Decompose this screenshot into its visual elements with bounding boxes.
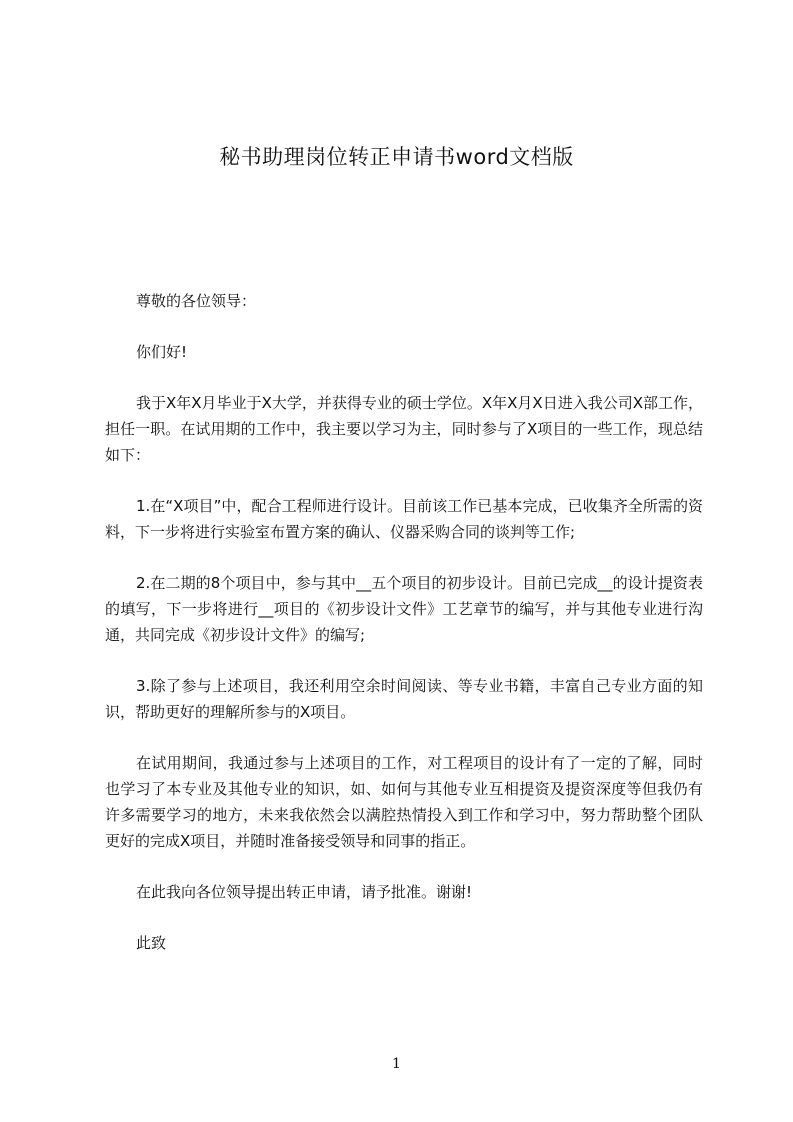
paragraph-intro: 我于X年X月毕业于X大学，并获得专业的硕士学位。X年X月X日进入我公司X部工作，担任一职。在试用期的工作中，我主要以学习为主，同时参与了X项目的一些工作，现总结如下：: [105, 394, 703, 464]
page-number: 1: [392, 1056, 401, 1072]
paragraph-item-2: 2.在二期的8个项目中，参与其中__五个项目的初步设计。目前已完成__的设计提资表的填写，下一步将进行__项目的《初步设计文件》工艺章节的编写，并与其他专业进行沟通，共同完成《初步设计文件》的编写;: [105, 574, 703, 644]
paragraph-item-3: 3.除了参与上述项目，我还利用空余时间阅读、等专业书籍，丰富自己专业方面的知识，帮助更好的理解所参与的X项目。: [105, 677, 703, 721]
paragraph-item-1: 1.在“X项目”中，配合工程师进行设计。目前该工作已基本完成，已收集齐全所需的资料，下一步将进行实验室布置方案的确认、仪器采购合同的谈判等工作;: [105, 497, 703, 541]
document-body: [105, 288, 703, 981]
salutation: 你们好!: [136, 343, 188, 361]
greeting: 尊敬的各位领导：: [136, 292, 257, 310]
document-title: 秘书助理岗位转正申请书word文档版: [219, 145, 574, 169]
closing: 此致: [136, 934, 167, 952]
paragraph-summary: 在试用期间，我通过参与上述项目的工作，对工程项目的设计有了一定的了解，同时也学习了本专业及其他专业的知识，如、如何与其他专业互相提资及提资深度等但我仍有许多需要学习的地方，未来我依然会以满腔热情投入到工作和学习中，努力帮助整个团队更好的完成X项目，并随时准备接受领导和同事的指正。: [105, 754, 703, 850]
paragraph-request: 在此我向各位领导提出转正申请，请予批准。谢谢!: [136, 883, 473, 901]
